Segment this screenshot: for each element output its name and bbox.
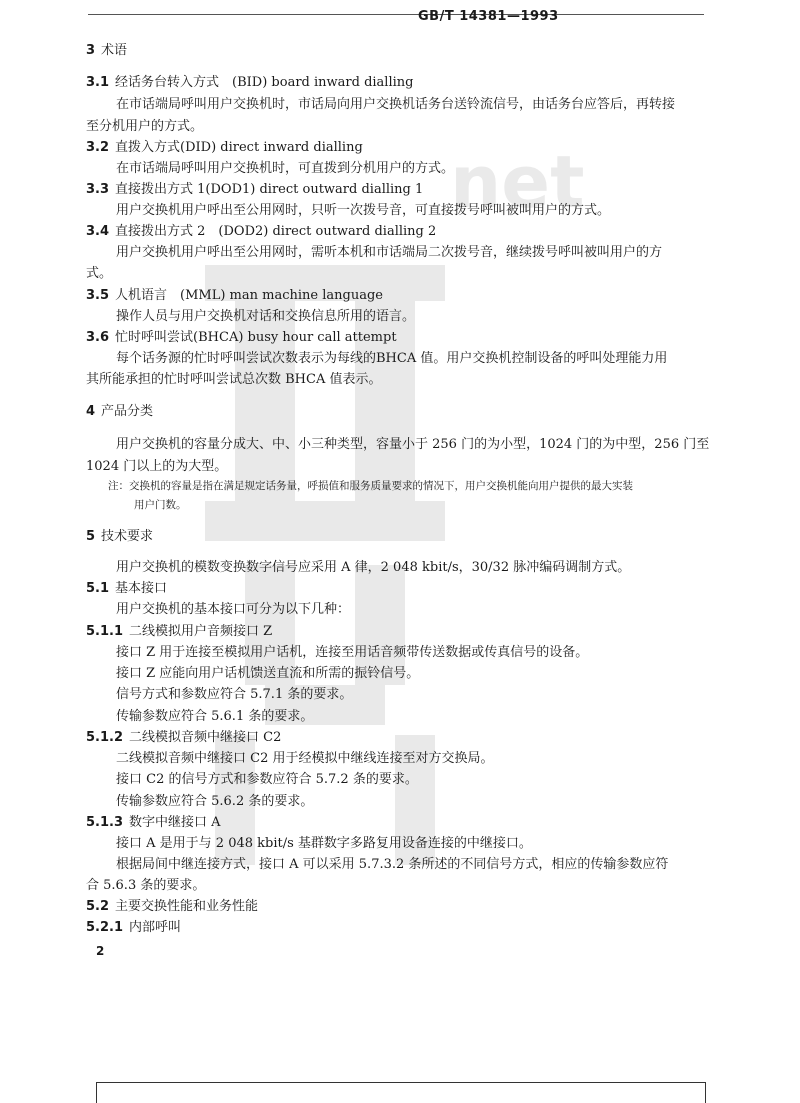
paragraph-3-1-line2: 至分机用户的方式。 [86, 119, 204, 134]
note-line1: 注：交换机的容量是指在满足规定话务量，呼损值和服务质量要求的情况下，用户交换机能向用户提供的最大实装 [108, 480, 633, 492]
paragraph-3-6-line1: 每个话务源的忙时呼叫尝试次数表示为每线的BHCA 值。用户交换机控制设备的呼叫处理能力用 [116, 351, 668, 366]
section-heading-3-6: 3.6 忙时呼叫尝试(BHCA) busy hour call attempt [86, 330, 397, 345]
section-heading-5-2-1: 5.2.1 内部呼叫 [86, 920, 182, 935]
section-heading-5-1-1: 5.1.1 二线模拟用户音频接口 Z [86, 624, 273, 639]
paragraph-5-1-3-line1: 接口 A 是用于与 2 048 kbit/s 基群数字多路复用设备连接的中继接口。 [116, 836, 532, 851]
paragraph-5-1: 用户交换机的基本接口可分为以下几种： [116, 602, 351, 617]
paragraph-3-6-line2: 其所能承担的忙时呼叫尝试总次数 BHCA 值表示。 [86, 372, 382, 387]
watermark-text: net [450, 140, 585, 224]
section-heading-3-2: 3.2 直拨入方式(DID) direct inward dialling [86, 140, 363, 155]
paragraph-5-1-1-line4: 传输参数应符合 5.6.1 条的要求。 [116, 709, 314, 724]
section-heading-5-1-3: 5.1.3 数字中继接口 A [86, 815, 221, 830]
section-heading-5-2: 5.2 主要交换性能和业务性能 [86, 899, 259, 914]
paragraph-4-line2: 1024 门以上的为大型。 [86, 459, 228, 474]
paragraph-3-5: 操作人员与用户交换机对话和交换信息所用的语言。 [116, 309, 416, 324]
section-heading-3-4: 3.4 直接拨出方式 2 (DOD2) direct outward dialling 2 [86, 224, 437, 239]
paragraph-5-1-1-line1: 接口 Z 用于连接至模拟用户话机，连接至用话音频带传送数据或传真信号的设备。 [116, 645, 589, 660]
section-heading-3-3: 3.3 直接拨出方式 1(DOD1) direct outward dialling 1 [86, 182, 424, 197]
paragraph-5-1-1-line2: 接口 Z 应能向用户话机馈送直流和所需的振铃信号。 [116, 666, 420, 681]
section-heading-3-5: 3.5 人机语言 (MML) man machine language [86, 288, 383, 303]
header-standard-number: GB/T 14381—1993 [418, 9, 559, 24]
paragraph-3-3: 用户交换机用户呼出至公用网时，只听一次拨号音，可直接拨号呼叫被叫用户的方式。 [116, 203, 611, 218]
footer-box-edge [96, 1082, 706, 1103]
page-number: 2 [96, 944, 105, 958]
paragraph-3-4-line2: 式。 [86, 266, 113, 281]
paragraph-5-1-3-line3: 合 5.6.3 条的要求。 [86, 878, 206, 893]
section-heading-5: 5 技术要求 [86, 529, 154, 544]
header-rule [88, 9, 704, 24]
section-heading-5-1-2: 5.1.2 二线模拟音频中继接口 C2 [86, 730, 282, 745]
paragraph-5-1-1-line3: 信号方式和参数应符合 5.7.1 条的要求。 [116, 687, 353, 702]
paragraph-3-4-line1: 用户交换机用户呼出至公用网时，需听本机和市话端局二次拨号音，继续拨号呼叫被叫用户的方 [116, 245, 663, 260]
paragraph-5-1-2-line1: 二线模拟音频中继接口 C2 用于经模拟中继线连接至对方交换局。 [116, 751, 494, 766]
paragraph-4-line1: 用户交换机的容量分成大、中、小三种类型，容量小于 256 门的为小型，1024 门的为中型，256 门至 [116, 437, 710, 452]
paragraph-5: 用户交换机的模数变换数字信号应采用 A 律，2 048 kbit/s，30/32 脉冲编码调制方式。 [116, 560, 631, 575]
section-heading-3: 3 术语 [86, 43, 128, 58]
section-heading-5-1: 5.1 基本接口 [86, 581, 168, 596]
section-heading-3-1: 3.1 经话务台转入方式 (BID) board inward dialling [86, 75, 414, 90]
note-line2: 用户门数。 [134, 499, 187, 511]
paragraph-3-2: 在市话端局呼叫用户交换机时，可直拨到分机用户的方式。 [116, 161, 455, 176]
paragraph-5-1-3-line2: 根据局间中继连接方式，接口 A 可以采用 5.7.3.2 条所述的不同信号方式，相应的传输参数应符 [116, 857, 669, 872]
section-heading-4: 4 产品分类 [86, 404, 154, 419]
paragraph-5-1-2-line2: 接口 C2 的信号方式和参数应符合 5.7.2 条的要求。 [116, 772, 418, 787]
paragraph-5-1-2-line3: 传输参数应符合 5.6.2 条的要求。 [116, 794, 314, 809]
paragraph-3-1-line1: 在市话端局呼叫用户交换机时，市话局向用户交换机话务台送铃流信号，由话务台应答后，再转接 [116, 97, 676, 112]
